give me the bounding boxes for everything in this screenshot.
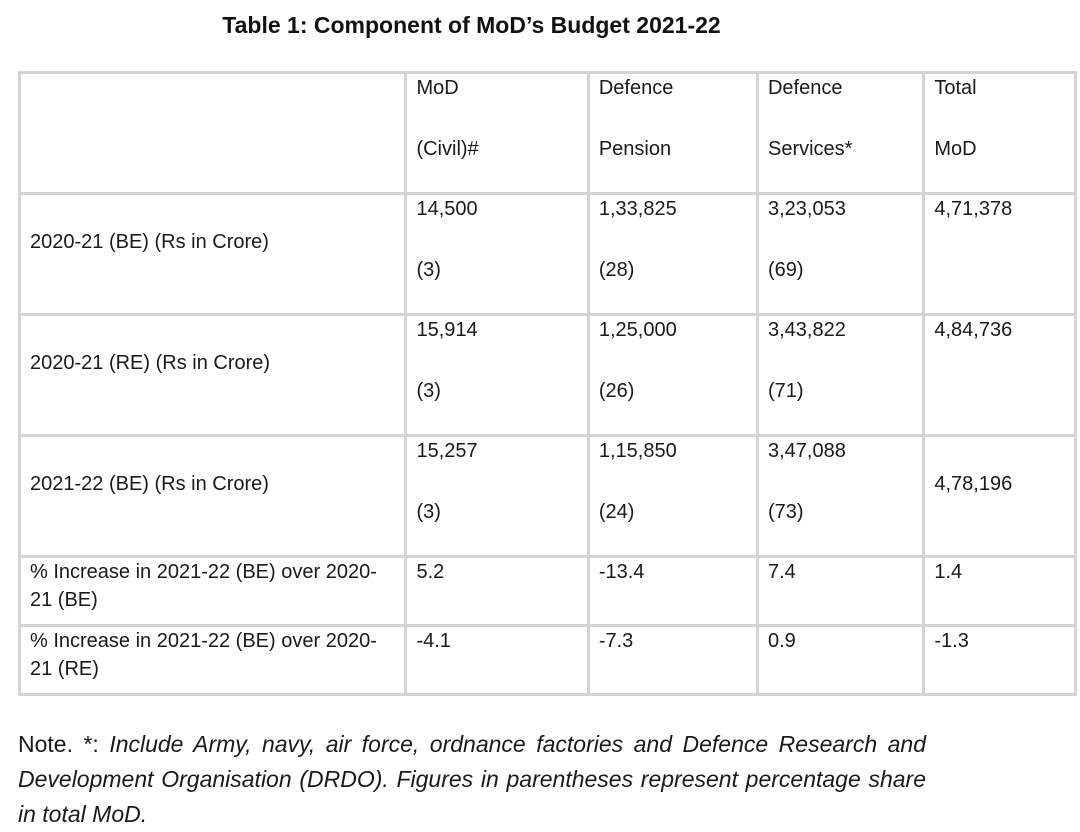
- cell-share: (73): [767, 501, 804, 523]
- cell-defence-services: [759, 316, 925, 437]
- cell-defence-pension: [590, 195, 759, 316]
- cell-value: 4,71,378: [934, 198, 1013, 220]
- note-text: Include Army, navy, air force, ordnance factories and Defence Research and Development Organisation (DRDO). Figures in parentheses represent percentage share in total MoD.: [18, 731, 926, 827]
- table-row: [21, 558, 1074, 627]
- cell-total-mod: [925, 195, 1074, 316]
- header-cell-empty: [21, 74, 407, 195]
- budget-table: [18, 71, 1077, 696]
- cell-defence-pension: [590, 316, 759, 437]
- header-line2: (Civil)#: [416, 138, 479, 160]
- row-label-cell: [21, 195, 407, 316]
- cell-defence-services: 7.4: [759, 558, 925, 627]
- row-label: 2020-21 (BE) (Rs in Crore): [30, 231, 269, 253]
- cell-mod-civil: [407, 437, 589, 558]
- header-line1: Defence: [767, 77, 843, 99]
- cell-value: 1,15,850: [598, 440, 677, 462]
- cell-value: 15,914: [416, 319, 478, 341]
- note-prefix: Note. *:: [18, 731, 99, 757]
- cell-share: (24): [598, 501, 635, 523]
- cell-share: (26): [598, 380, 635, 402]
- row-label: 2020-21 (RE) (Rs in Crore): [30, 352, 271, 374]
- header-line1: Total: [934, 77, 977, 99]
- cell-defence-pension: -13.4: [590, 558, 759, 627]
- header-cell-total-mod: [925, 74, 1074, 195]
- row-label: % Increase in 2021-22 (BE) over 2020-21 (RE): [30, 630, 377, 680]
- cell-share: (3): [416, 380, 441, 402]
- cell-mod-civil: [407, 195, 589, 316]
- cell-total-mod: -1.3: [934, 630, 969, 652]
- table-note: [18, 727, 926, 832]
- cell-value: 1,25,000: [598, 319, 677, 341]
- cell-total-mod: 1.4: [925, 558, 1074, 627]
- header-cell-defence-services: [759, 74, 925, 195]
- cell-share: (3): [416, 259, 441, 281]
- header-line2: MoD: [934, 138, 977, 160]
- header-cell-mod-civil: [407, 74, 589, 195]
- cell-mod-civil: [407, 316, 589, 437]
- table-title: Table 1: Component of MoD’s Budget 2021-22: [222, 12, 721, 38]
- row-label-cell: [21, 627, 407, 693]
- row-label-cell: [21, 437, 407, 558]
- cell-total-mod: [925, 316, 1074, 437]
- header-line2: Services*: [767, 138, 853, 160]
- cell-value: 3,43,822: [767, 319, 846, 341]
- cell-defence-services: [759, 195, 925, 316]
- header-line1: Defence: [598, 77, 674, 99]
- cell-value: 3,47,088: [767, 440, 846, 462]
- cell-share: (28): [598, 259, 635, 281]
- cell-value: 14,500: [416, 198, 478, 220]
- cell-value: 4,78,196: [934, 473, 1013, 495]
- row-label: % Increase in 2021-22 (BE) over 2020-21 (BE): [30, 561, 377, 611]
- table-row: [21, 627, 1074, 693]
- header-cell-defence-pension: [590, 74, 759, 195]
- cell-value: 1,33,825: [598, 198, 677, 220]
- cell-value: 15,257: [416, 440, 478, 462]
- cell-value: 4,84,736: [934, 319, 1013, 341]
- cell-defence-services: 0.9: [759, 627, 925, 693]
- cell-total-mod: [925, 437, 1074, 558]
- cell-share: (69): [767, 259, 804, 281]
- row-label-cell: [21, 316, 407, 437]
- cell-defence-pension: [590, 437, 759, 558]
- cell-defence-pension: -7.3: [590, 627, 759, 693]
- cell-value: 3,23,053: [767, 198, 846, 220]
- cell-mod-civil: -4.1: [407, 627, 589, 693]
- cell-share: (71): [767, 380, 804, 402]
- cell-mod-civil: 5.2: [407, 558, 589, 627]
- header-line1: MoD: [416, 77, 459, 99]
- table-row: [21, 195, 1074, 316]
- cell-defence-services: [759, 437, 925, 558]
- row-label: 2021-22 (BE) (Rs in Crore): [30, 473, 269, 495]
- header-line2: Pension: [598, 138, 672, 160]
- header-row: [21, 74, 1074, 195]
- table-row: [21, 316, 1074, 437]
- cell-share: (3): [416, 501, 441, 523]
- row-label-cell: [21, 558, 407, 627]
- table-row: [21, 437, 1074, 558]
